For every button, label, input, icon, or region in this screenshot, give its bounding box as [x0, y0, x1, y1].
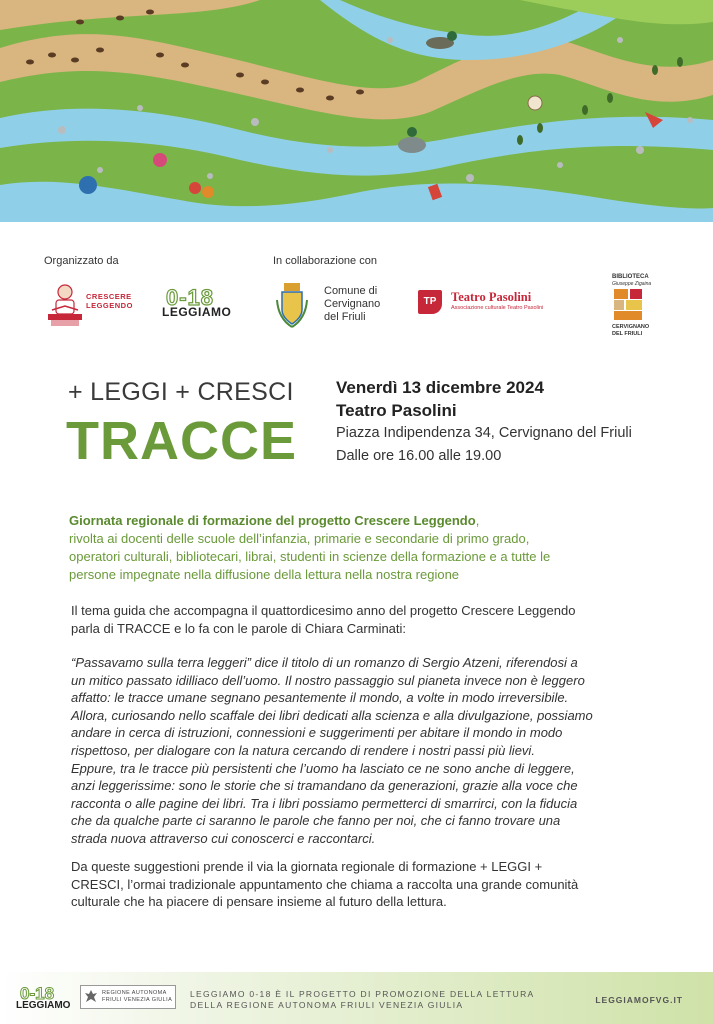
quote-line: affatto: le tracce umane segnano pesantemente il mondo, a volte in modo irreversibile.: [71, 690, 569, 706]
reading-child-icon: [44, 282, 86, 328]
teatro-subtitle: Associazione culturale Teatro Pasolini: [451, 305, 544, 311]
comune-line3: del Friuli: [324, 311, 366, 323]
event-address: Piazza Indipendenza 34, Cervignano del Friuli: [336, 425, 632, 441]
quote-line: rispettoso, per dialogare con la natura cercando di rendere i nostri passi più lievi.: [71, 742, 535, 758]
quote-line: Eppure, tra le tracce più persistenti che l’uomo ha lasciato ce ne sono anche di leggere,: [71, 760, 575, 776]
header-illustration: [0, 0, 713, 222]
event-details: [336, 376, 632, 468]
books-icon: [614, 289, 644, 321]
page-title: TRACCE: [66, 411, 297, 471]
body-line: Il tema guida che accompagna il quattordicesimo anno del progetto Crescere Leggendo: [71, 603, 576, 618]
comune-line1: Comune di: [324, 285, 378, 297]
body-line: parla di TRACCE e lo fa con le parole di Chiara Carminati:: [71, 620, 407, 636]
biblioteca-region: DEL FRIULI: [612, 330, 643, 337]
region-line2: FRIULI VENEZIA GIULIA: [102, 997, 173, 1003]
footer-leggiamo-logo: [16, 984, 76, 1018]
footer-leggiamo-word: LEGGIAMO: [16, 1000, 71, 1011]
biblioteca-logo: [612, 274, 664, 338]
quote-line: anzi leggerissime: sono le storie che si tramandano da generazioni, grazie alla voce che: [71, 778, 578, 794]
footer-website-link[interactable]: LEGGIAMOFVG.IT: [595, 995, 683, 1005]
event-venue: Teatro Pasolini: [336, 401, 457, 420]
comune-cervignano-logo: [274, 280, 384, 332]
intro-paragraph: Giornata regionale di formazione del progetto Crescere Leggendo, rivolta ai docenti delle scuole dell’infanzia, primarie e secondarie di primo grado, operatori culturali, bibliotecari, librai, studenti in scienze della formazione e a tutte le persone impegnate nella diffusione della lettura nella nostra regione: [69, 512, 649, 584]
quote-line: che da qualche parte ci saranno le parole che fanno per noi, che ci fanno trovare una: [71, 813, 561, 829]
footer-line: LEGGIAMO 0-18 È IL PROGETTO DI PROMOZIONE DELLA LETTURA: [190, 989, 535, 999]
quote-line: strada nuova attraverso cui conoscerci e raccontarci.: [71, 830, 376, 846]
leggiamo-number: 0-18: [166, 285, 215, 310]
leggendo-word: LEGGENDO: [86, 301, 133, 310]
body-paragraph-3: [71, 858, 651, 911]
crescere-leggendo-logo: [44, 282, 144, 326]
biblioteca-label: BIBLIOTECA: [612, 274, 649, 280]
teatro-initials-badge: TP: [418, 290, 442, 314]
quote-line: racconta o alle pagine dei libri. Tra i libri possiamo permetterci di smarrirci, con la fiducia: [71, 795, 578, 811]
footer-description: [190, 989, 535, 1011]
coat-of-arms-icon: [274, 280, 310, 330]
teatro-pasolini-logo: [418, 290, 598, 326]
body-line: culturale che ha piacere di pensare insieme al futuro della lettura.: [71, 894, 447, 910]
crescere-word: CRESCERE: [86, 292, 132, 301]
body-line: CRESCI, l’ormai tradizionale appuntamento che chiama a raccolta una grande comunità: [71, 876, 579, 892]
footer: [0, 972, 713, 1024]
footer-leggiamo-number: 0-18: [20, 984, 55, 1003]
leggiamo-word: LEGGIAMO: [162, 305, 232, 319]
event-time: Dalle ore 16.00 alle 19.00: [336, 448, 502, 464]
body-line: Da queste suggestioni prende il via la giornata regionale di formazione + LEGGI +: [71, 859, 543, 874]
comune-line2: Cervignano: [324, 298, 381, 310]
region-logo: [80, 985, 176, 1009]
biblioteca-town: CERVIGNANO: [612, 324, 650, 330]
event-date: Venerdì 13 dicembre 2024: [336, 378, 544, 397]
organized-by-label: Organizzato da: [44, 255, 119, 267]
body-paragraph-1: [71, 602, 651, 637]
biblioteca-dedication: Giuseppe Zigaina: [612, 281, 652, 287]
intro-line: rivolta ai docenti delle scuole dell’infanzia, primarie e secondarie di primo grado,: [69, 531, 530, 546]
quote-line: Allora, curiosando nello scaffale dei libri dedicati alla scienza e alla divulgazione, possiamo: [71, 707, 593, 723]
region-line1: REGIONE AUTONOMA: [102, 990, 167, 996]
quote-line: andare in cerca di istruzioni, connessioni e suggerimenti per abitare il mondo in modo: [71, 725, 563, 741]
teatro-name: Teatro Pasolini: [451, 290, 532, 304]
title-kicker: + LEGGI + CRESCI: [68, 378, 294, 406]
intro-line: persone impegnate nella diffusione della lettura nella nostra regione: [69, 567, 460, 582]
footer-line: DELLA REGIONE AUTONOMA FRIULI VENEZIA GIULIA: [190, 1000, 464, 1010]
quote-paragraph: [71, 654, 651, 848]
eagle-icon: [84, 989, 98, 1005]
collaboration-label: In collaborazione con: [273, 255, 377, 267]
intro-line: operatori culturali, bibliotecari, librai, studenti in scienze della formazione e a tutte le: [69, 549, 551, 564]
leggiamo-018-logo: [160, 287, 235, 327]
quote-line: “Passavamo sulla terra leggeri” dice il titolo di un romanzo di Sergio Atzeni, riferendosi a: [71, 655, 578, 670]
intro-headline: Giornata regionale di formazione del progetto Crescere Leggendo: [69, 513, 476, 528]
quote-line: un mitico passato idilliaco dell’uomo. Il nostro passaggio sul pianeta invece non è leggero: [71, 672, 585, 688]
